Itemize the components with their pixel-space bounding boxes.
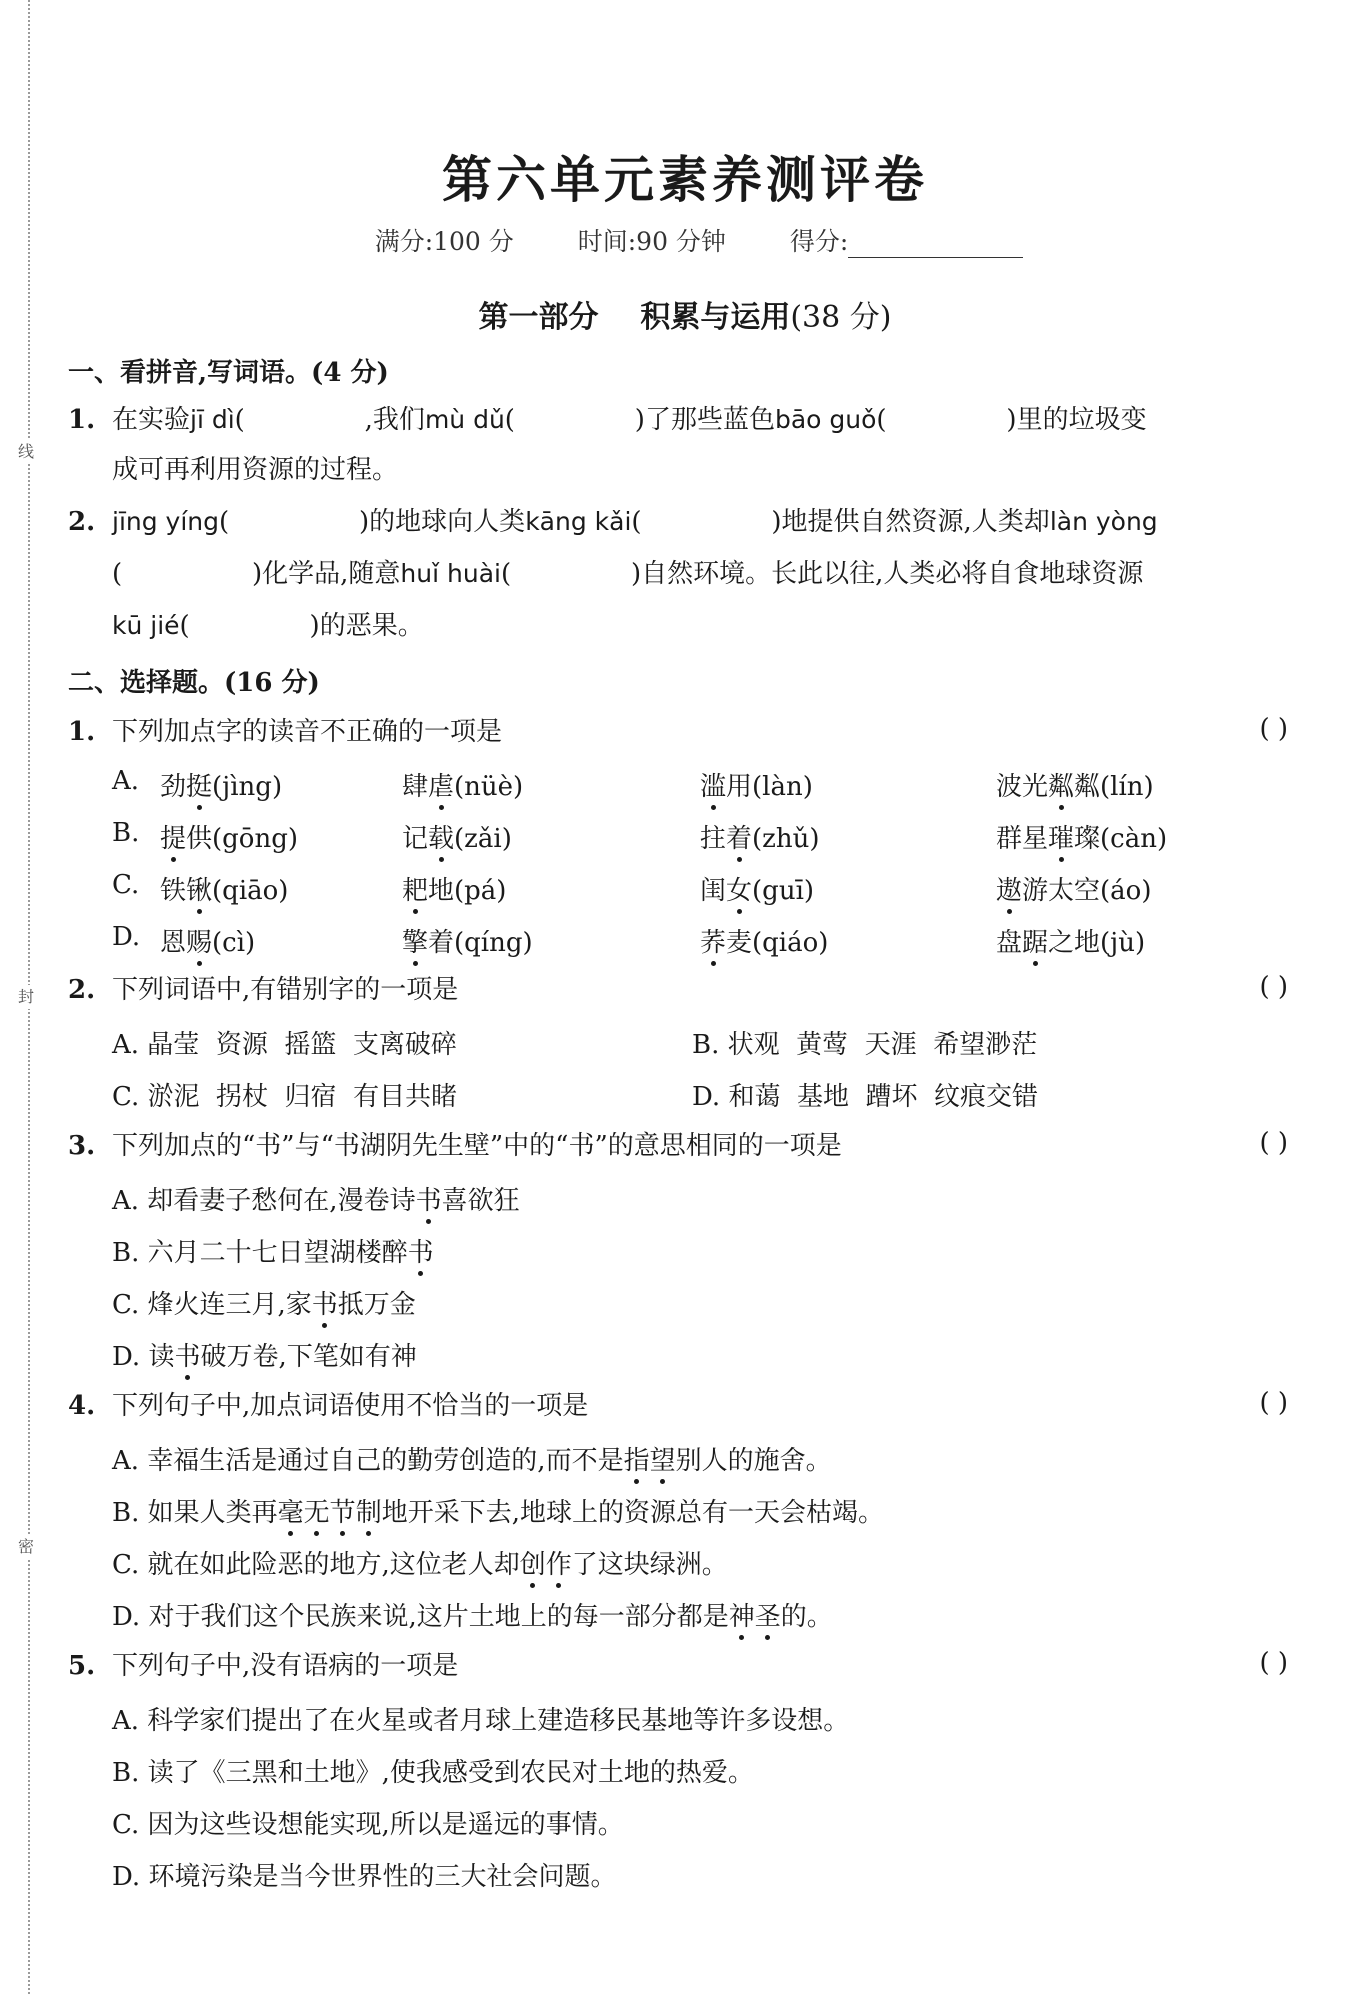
option-b[interactable]: B. 读了《三黑和土地》,使我感受到农民对土地的热爱。 xyxy=(112,1758,754,1788)
option-word: 拄着(zhǔ) xyxy=(700,818,820,855)
option-word: 铁锹(qiāo) xyxy=(160,870,288,907)
s1-q1-line1: 1. 在实验jī dì( ,我们mù dǔ( )了那些蓝色bāo guǒ( )里的垃圾变 xyxy=(60,402,1300,438)
dotted-char: 载 xyxy=(428,818,454,855)
binding-mark-xian: 线 xyxy=(18,440,34,464)
option-d[interactable]: D. 环境污染是当今世界性的三大社会问题。 xyxy=(112,1862,617,1892)
question-text: 的地球向人类 xyxy=(369,507,526,537)
pinyin: kāng kǎi xyxy=(525,507,632,536)
dotted-word xyxy=(729,1602,781,1632)
exam-page xyxy=(60,0,1310,1994)
question-text: 下列句子中,没有语病的一项是 xyxy=(112,1651,459,1681)
dotted-char: 粼 xyxy=(1048,766,1074,803)
part-name: 积累与运用 xyxy=(640,300,791,335)
option-word: 擎着(qíng) xyxy=(402,922,533,959)
option-a[interactable]: A. 幸福生活是通过自己的勤劳创造的,而不是指望别人的施舍。 xyxy=(112,1440,832,1477)
answer-paren[interactable]: ( ) xyxy=(1259,714,1288,744)
answer-blank[interactable]: ( xyxy=(876,405,887,435)
part-label: 第一部分 xyxy=(478,300,599,335)
dotted-char: 圣 xyxy=(755,1596,781,1633)
answer-blank[interactable]: ( xyxy=(234,405,245,435)
option-c[interactable]: C. 淤泥 拐杖 归宿 有目共睹 xyxy=(112,1082,458,1112)
question-number: 2. xyxy=(68,507,96,537)
option-word: 盘踞之地(jù) xyxy=(996,922,1145,959)
pinyin: jī dì xyxy=(190,405,235,434)
option-b[interactable]: B. 状观 黄莺 天涯 希望渺茫 xyxy=(692,1030,1038,1060)
option-a[interactable]: A. 晶莹 资源 摇篮 支离破碎 xyxy=(112,1030,457,1060)
question-text: 里的垃圾变 xyxy=(1016,405,1147,435)
dotted-char: 无 xyxy=(304,1492,330,1529)
option-word: 劲挺(jìng) xyxy=(160,766,282,803)
dotted-char: 书 xyxy=(174,1336,200,1373)
score-blank[interactable] xyxy=(848,257,1023,258)
dotted-char: 书 xyxy=(416,1180,442,1217)
dotted-char: 挺 xyxy=(186,766,212,803)
dotted-char: 虐 xyxy=(428,766,454,803)
time-limit: 时间:90 分钟 xyxy=(577,227,726,256)
dotted-char: 滥 xyxy=(700,766,726,803)
answer-blank[interactable]: ( xyxy=(504,405,515,435)
question-text: 了那些蓝色 xyxy=(644,405,775,435)
question-text: 自然环境。长此以往,人类必将自食地球资源 xyxy=(641,559,1144,589)
pinyin: mù dǔ xyxy=(424,405,505,434)
question-number: 2. xyxy=(68,975,96,1005)
s2-q3-stem xyxy=(60,1128,1300,1164)
answer-blank[interactable]: ( xyxy=(631,507,642,537)
question-number: 1. xyxy=(68,405,96,435)
dotted-word xyxy=(278,1498,382,1528)
dotted-char: 书 xyxy=(408,1232,434,1269)
binding-mark-mi: 密 xyxy=(18,1535,34,1559)
question-number: 1. xyxy=(68,717,96,747)
dotted-char: 赐 xyxy=(186,922,212,959)
s2-q4-stem xyxy=(60,1388,1300,1424)
answer-paren[interactable]: ( ) xyxy=(1259,1128,1288,1158)
dotted-char: 作 xyxy=(546,1544,572,1581)
dotted-char: 踞 xyxy=(1022,922,1048,959)
option-c[interactable]: C. 烽火连三月,家书抵万金 xyxy=(112,1284,416,1321)
dotted-char: 璀 xyxy=(1048,818,1074,855)
question-text: 下列加点的“书”与“书湖阴先生壁”中的“书”的意思相同的一项是 xyxy=(112,1131,842,1161)
option-a[interactable]: A. 却看妻子愁何在,漫卷诗书喜欲狂 xyxy=(112,1180,520,1217)
option-letter[interactable]: B. xyxy=(112,818,140,848)
option-d[interactable]: D. 读书破万卷,下笔如有神 xyxy=(112,1336,417,1373)
page-title: 第六单元素养测评卷 xyxy=(442,150,928,209)
dotted-word xyxy=(624,1446,676,1476)
question-number: 3. xyxy=(68,1131,96,1161)
dotted-char: 指 xyxy=(624,1440,650,1477)
part-score: (38 分) xyxy=(790,300,892,335)
question-number: 5. xyxy=(68,1651,96,1681)
option-letter[interactable]: C. xyxy=(112,870,140,900)
dotted-char: 擎 xyxy=(402,922,428,959)
dotted-char: 荞 xyxy=(700,922,726,959)
part-heading xyxy=(60,292,1310,336)
question-number: 4. xyxy=(68,1391,96,1421)
answer-paren[interactable]: ( ) xyxy=(1259,972,1288,1002)
dotted-char: 遨 xyxy=(996,870,1022,907)
dotted-char: 毫 xyxy=(278,1492,304,1529)
option-b[interactable]: B. 六月二十七日望湖楼醉书 xyxy=(112,1232,434,1269)
option-word: 群星璀璨(càn) xyxy=(996,818,1167,855)
answer-blank[interactable]: ( xyxy=(179,611,190,641)
answer-blank[interactable]: ( xyxy=(500,559,512,589)
question-text: 的恶果。 xyxy=(319,611,424,641)
answer-blank[interactable]: ( xyxy=(219,507,230,537)
pinyin: kū jié xyxy=(112,611,180,640)
option-word: 波光粼粼(lín) xyxy=(996,766,1154,803)
dotted-char: 创 xyxy=(520,1544,546,1581)
dotted-char: 节 xyxy=(330,1492,356,1529)
question-text: 化学品,随意 xyxy=(262,559,401,589)
s1-q2-line1: 2. jīng yíng( )的地球向人类kāng kǎi( )地提供自然资源,人类却làn yòng xyxy=(60,504,1300,540)
option-c[interactable]: C. 因为这些设想能实现,所以是遥远的事情。 xyxy=(112,1810,624,1840)
pinyin: làn yòng xyxy=(1049,507,1158,536)
dotted-char: 神 xyxy=(729,1596,755,1633)
s2-q2-stem xyxy=(60,972,1300,1008)
score-label: 得分: xyxy=(789,227,849,256)
dotted-char: 着 xyxy=(726,818,752,855)
pinyin: bāo guǒ xyxy=(774,405,877,434)
question-text: ,我们 xyxy=(364,405,425,435)
option-b[interactable]: B. 如果人类再毫无节制地开采下去,地球上的资源总有一天会枯竭。 xyxy=(112,1492,884,1529)
option-c[interactable]: C. 就在如此险恶的地方,这位老人却创作了这块绿洲。 xyxy=(112,1544,728,1581)
option-d[interactable]: D. 和蔼 基地 蹧坏 纹痕交错 xyxy=(692,1082,1039,1112)
dotted-char: 书 xyxy=(312,1284,338,1321)
option-word: 荞麦(qiáo) xyxy=(700,922,828,959)
question-text: 在实验 xyxy=(112,405,191,435)
pinyin: jīng yíng xyxy=(112,507,220,536)
answer-paren[interactable]: ( ) xyxy=(1259,1648,1288,1678)
dotted-char: 提 xyxy=(160,818,186,855)
s1-q2-line3: kū jié( )的恶果。 xyxy=(60,608,1350,644)
option-d[interactable]: D. 对于我们这个民族来说,这片土地上的每一部分都是神圣的。 xyxy=(112,1596,833,1633)
question-text: 下列加点字的读音不正确的一项是 xyxy=(112,717,503,747)
exam-meta xyxy=(60,222,1310,258)
question-text: 下列词语中,有错别字的一项是 xyxy=(112,975,459,1005)
dotted-char: 耙 xyxy=(402,870,428,907)
s2-q5-stem xyxy=(60,1648,1300,1684)
option-word: 闺女(guī) xyxy=(700,870,814,907)
option-a[interactable]: A. 科学家们提出了在火星或者月球上建造移民基地等许多设想。 xyxy=(112,1706,850,1736)
option-word: 恩赐(cì) xyxy=(160,922,255,959)
option-word: 记载(zǎi) xyxy=(402,818,512,855)
dotted-char: 制 xyxy=(356,1492,382,1529)
option-word: 耙地(pá) xyxy=(402,870,506,907)
answer-paren[interactable]: ( ) xyxy=(1259,1388,1288,1418)
pinyin: huǐ huài xyxy=(400,559,501,588)
option-word: 遨游太空(áo) xyxy=(996,870,1151,907)
s1-q1-line2: 成可再利用资源的过程。 xyxy=(112,455,399,485)
s1-q2-line2: ( )化学品,随意huǐ huài( )自然环境。长此以往,人类必将自食地球资源 xyxy=(60,556,1350,592)
section-1-heading: 一、看拼音,写词语。(4 分) xyxy=(68,358,389,388)
binding-mark-feng: 封 xyxy=(18,985,34,1009)
question-text: 下列句子中,加点词语使用不恰当的一项是 xyxy=(112,1391,589,1421)
dotted-char: 锹 xyxy=(186,870,212,907)
section-2-heading: 二、选择题。(16 分) xyxy=(68,668,320,698)
answer-blank[interactable]: ( xyxy=(112,559,123,589)
dotted-word xyxy=(520,1550,572,1580)
dotted-char: 望 xyxy=(650,1440,676,1477)
option-letter[interactable]: A. xyxy=(112,766,140,796)
option-letter[interactable]: D. xyxy=(112,922,141,952)
dotted-char: 女 xyxy=(726,870,752,907)
option-word: 滥用(làn) xyxy=(700,766,813,803)
option-word: 提供(gōng) xyxy=(160,818,298,855)
s2-q1-stem xyxy=(60,714,1300,750)
option-word: 肆虐(nüè) xyxy=(402,766,523,803)
full-score: 满分:100 分 xyxy=(374,227,514,256)
question-text: 地提供自然资源,人类却 xyxy=(781,507,1050,537)
